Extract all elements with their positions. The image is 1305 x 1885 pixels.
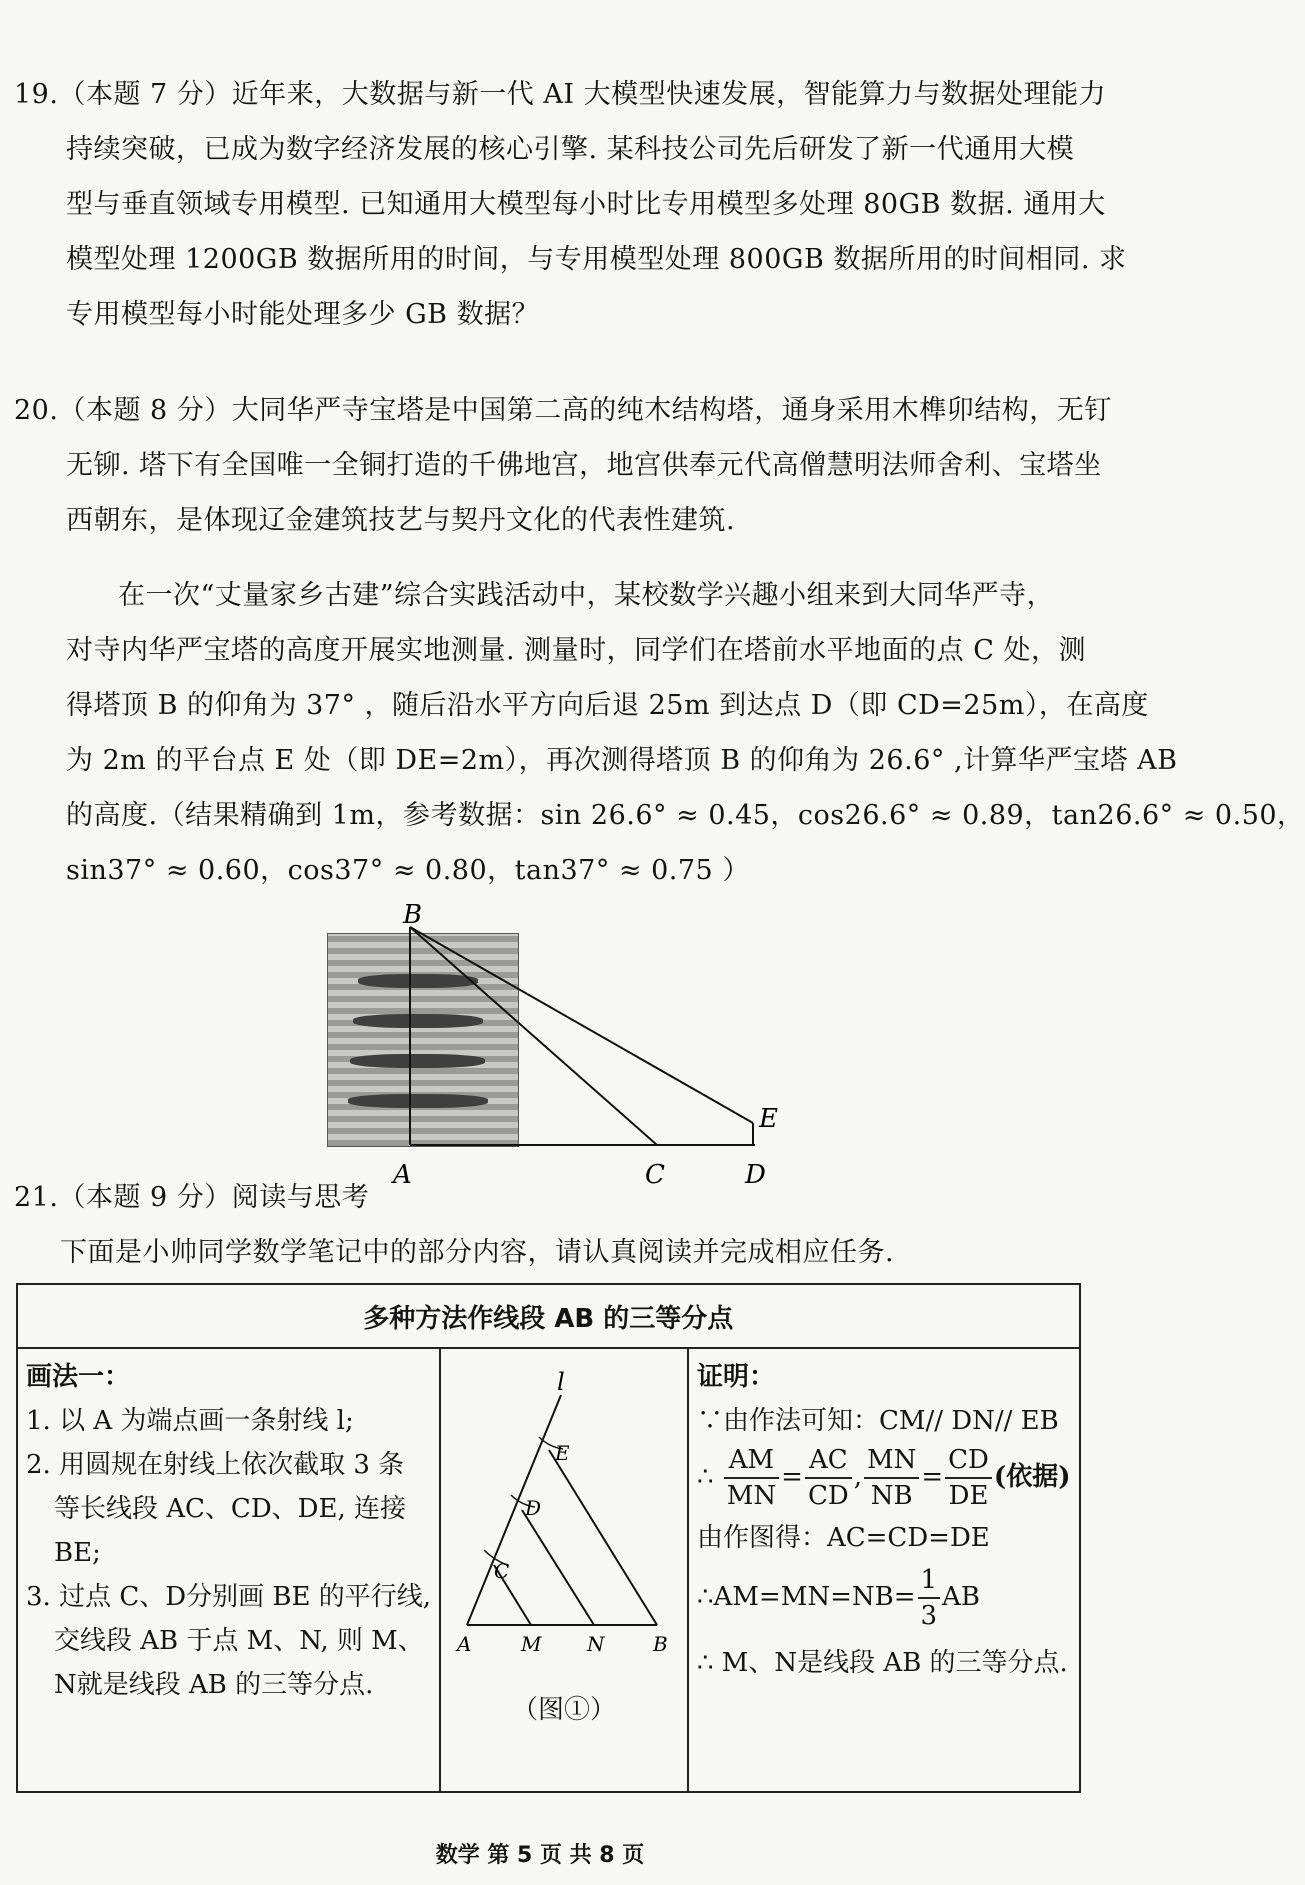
fraction-ac-cd: [805, 1443, 852, 1513]
method-line-1: 1. 以 A 为端点画一条射线 l;: [26, 1406, 354, 1436]
pagoda-figure: [315, 900, 835, 1195]
q20-para2-line-6: sin37° ≈ 0.60，cos37° ≈ 0.80，tan37° ≈ 0.75 ）: [66, 855, 750, 886]
label-A: A: [393, 1160, 412, 1190]
frac-den: MN: [726, 1481, 777, 1511]
fraction-mn-nb: [864, 1443, 919, 1513]
q20-para2-line-4: 为 2m 的平台点 E 处（即 DE=2m），再次测得塔顶 B 的仰角为 26.6° ,计算华严宝塔 AB: [66, 745, 1178, 776]
trisection-figure: [449, 1355, 679, 1675]
method-cell: [17, 1348, 440, 1792]
method-line-3: 等长线段 AC、CD、DE, 连接: [54, 1494, 407, 1524]
q21-intro: 下面是小帅同学数学笔记中的部分内容，请认真阅读并完成相应任务.: [60, 1237, 895, 1268]
line-BC: [410, 927, 657, 1145]
frac-den: DE: [948, 1481, 989, 1511]
label-D: D: [745, 1160, 766, 1190]
q20-para2-line-2: 对寺内华严宝塔的高度开展实地测量. 测量时，同学们在塔前水平地面的点 C 处，测: [66, 635, 1086, 666]
label-l: l: [556, 1368, 565, 1396]
frac-den: CD: [807, 1481, 849, 1511]
label-C2: C: [493, 1559, 510, 1583]
method-line-7: N就是线段 AB 的三等分点.: [54, 1670, 374, 1700]
q20-line-2: 无铆. 塔下有全国唯一全铜打造的千佛地宫，地宫供奉元代高僧慧明法师舍利、宝塔坐: [66, 450, 1102, 481]
method-line-6: 交线段 AB 于点 M、N, 则 M、: [54, 1626, 424, 1656]
notes-table: [16, 1283, 1081, 1793]
q19-line-1: 19.（本题 7 分）近年来，大数据与新一代 AI 大模型快速发展，智能算力与数据处理能力: [14, 79, 1107, 110]
frac-num: MN: [864, 1443, 919, 1479]
segment-BE: [549, 1450, 657, 1625]
q20-para2-line-5: 的高度.（结果精确到 1m，参考数据：sin 26.6° ≈ 0.45，cos26.6° ≈ 0.89，tan26.6° ≈ 0.50，: [66, 800, 1305, 831]
frac-num: CD: [945, 1443, 992, 1479]
fraction-one-third: [918, 1563, 941, 1633]
frac-den: 3: [920, 1601, 938, 1631]
q19-line-4: 模型处理 1200GB 数据所用的时间，与专用模型处理 800GB 数据所用的时间相同. 求: [66, 244, 1127, 275]
proof-basis: (依据): [993, 1462, 1071, 1492]
label-N: N: [586, 1632, 605, 1656]
label-M: M: [520, 1632, 542, 1656]
label-C: C: [645, 1160, 665, 1190]
q19-line-5: 专用模型每小时能处理多少 GB 数据？: [66, 299, 540, 330]
method-line-4: BE;: [54, 1538, 101, 1568]
label-D2: D: [524, 1496, 542, 1520]
proof-cell: [688, 1348, 1080, 1792]
proof-title: 证明：: [696, 1362, 775, 1392]
label-B2: B: [652, 1632, 668, 1656]
figure-cell: [440, 1348, 688, 1792]
pagoda-diagram: [315, 900, 835, 1195]
q21-heading: 21.（本题 9 分）阅读与思考: [14, 1182, 370, 1213]
frac-num: AC: [805, 1443, 852, 1479]
q19-line-2: 持续突破，已成为数字经济发展的核心引擎. 某科技公司先后研发了新一代通用大模: [66, 134, 1075, 165]
label-E2: E: [554, 1441, 570, 1465]
line-BE: [410, 927, 753, 1123]
q20-para2-line-1: 在一次“丈量家乡古建”综合实践活动中，某校数学兴趣小组来到大同华严寺，: [118, 580, 1055, 611]
parallel-DN: [522, 1510, 594, 1625]
fraction-cd-de: [945, 1443, 992, 1513]
proof-therefore: ∴: [696, 1462, 714, 1492]
proof-line-5: ∴ M、N是线段 AB 的三等分点.: [696, 1648, 1068, 1678]
page-footer: 数学 第 5 页 共 8 页: [435, 1843, 645, 1868]
q20-line-3: 西朝东，是体现辽金建筑技艺与契丹文化的代表性建筑.: [66, 505, 736, 536]
method-title: 画法一：: [26, 1362, 131, 1392]
method-line-5: 3. 过点 C、D分别画 BE 的平行线,: [26, 1582, 431, 1612]
q20-para2-line-3: 得塔顶 B 的仰角为 37° ，随后沿水平方向后退 25m 到达点 D（即 CD=25m），在高度: [66, 690, 1149, 721]
frac-den: NB: [870, 1481, 913, 1511]
fraction-am-mn: [724, 1443, 779, 1513]
proof-line-2: ∴ $\frac{AM}{MN}$ = $\frac{AC}{CD}$ , $\frac{MN}{NB}$ = $\frac{CD}{DE}$ (依据): [696, 1445, 1071, 1511]
label-A2: A: [456, 1632, 472, 1656]
proof-line-4-post: AB: [942, 1582, 980, 1612]
notes-table-title: 多种方法作线段 AB 的三等分点: [17, 1284, 1080, 1348]
frac-num: 1: [918, 1563, 941, 1599]
proof-line-4-pre: ∴AM=MN=NB=: [696, 1582, 916, 1612]
q20-line-1: 20.（本题 8 分）大同华严寺宝塔是中国第二高的纯木结构塔，通身采用木榫卯结构，无钉: [14, 395, 1112, 426]
q19-line-3: 型与垂直领域专用模型. 已知通用大模型每小时比专用模型多处理 80GB 数据. 通用大: [66, 189, 1106, 220]
label-E: E: [759, 1104, 778, 1134]
frac-num: AM: [724, 1443, 779, 1479]
proof-line-1: ∵由作法可知：CM// DN// EB: [696, 1406, 1059, 1436]
label-B: B: [403, 900, 423, 930]
ray-l: [467, 1395, 561, 1625]
figure-caption: （图①）: [511, 1695, 616, 1725]
proof-line-3: 由作图得：AC=CD=DE: [696, 1523, 990, 1553]
method-line-2: 2. 用圆规在射线上依次截取 3 条: [26, 1450, 405, 1480]
proof-line-4: [697, 1563, 1071, 1633]
